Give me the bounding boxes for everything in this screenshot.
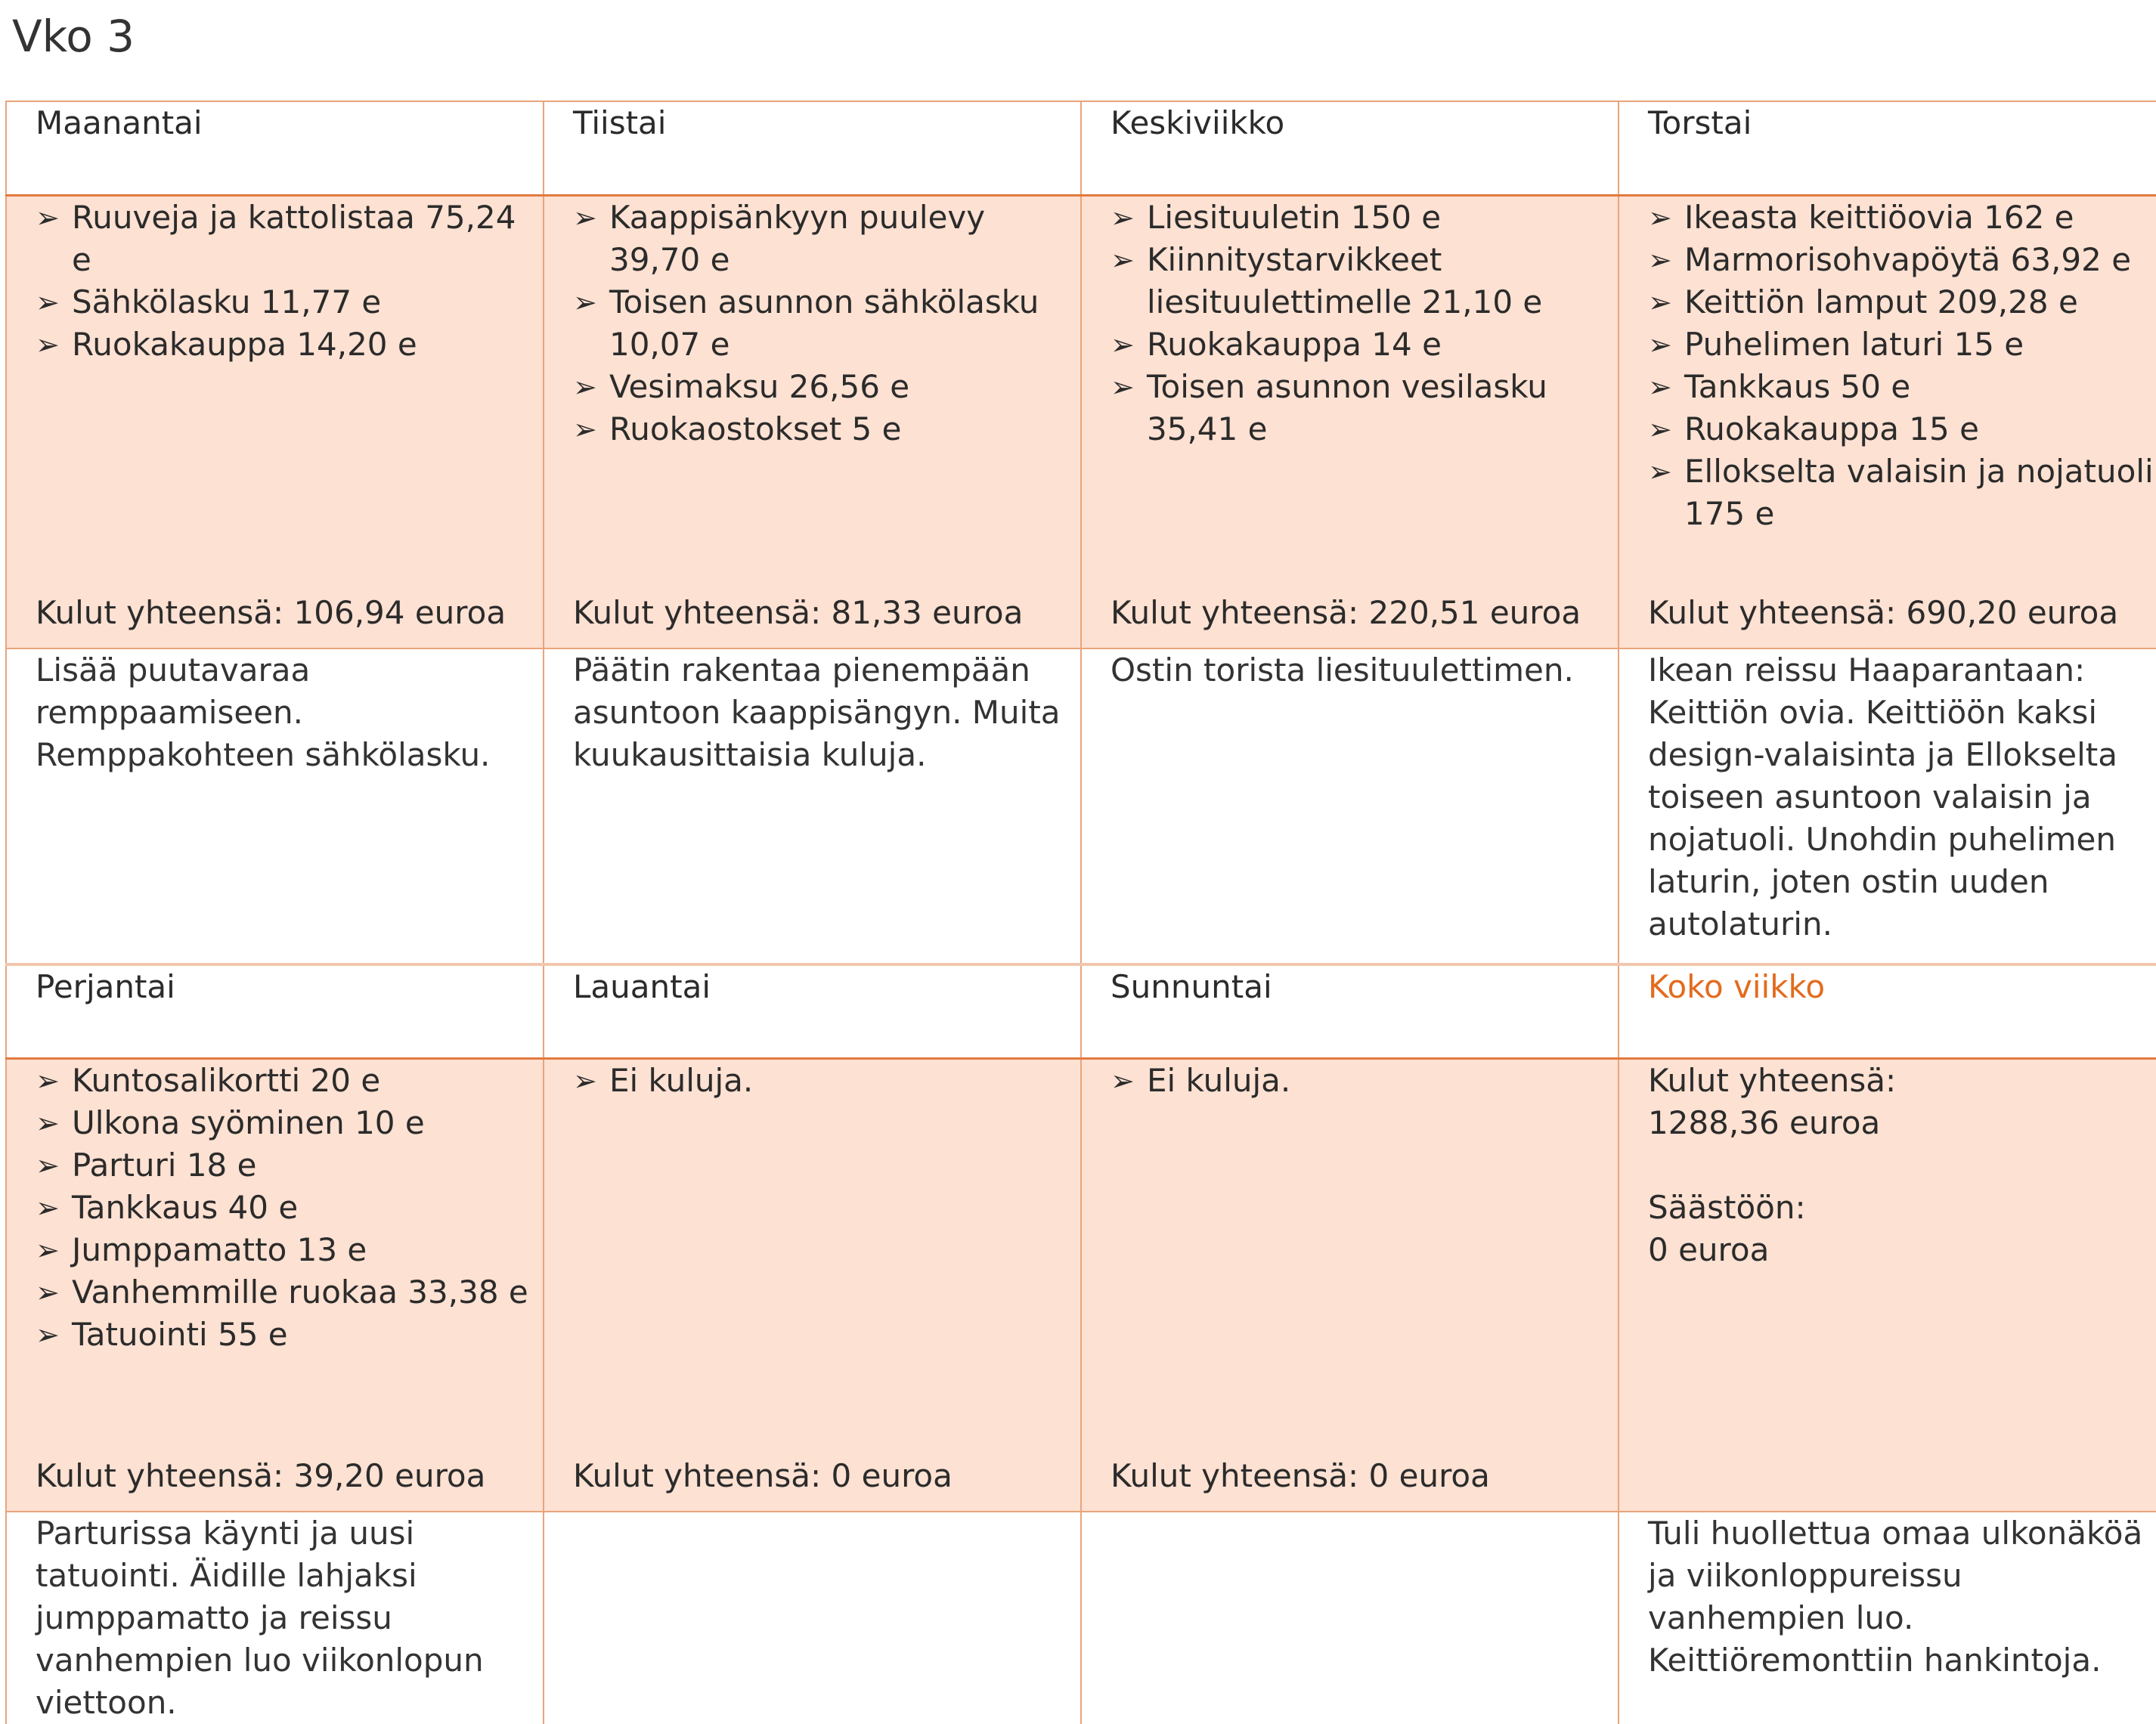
arrow-bullet-icon: ➢ <box>1111 1063 1135 1097</box>
expense-item <box>36 1229 543 1271</box>
day-total: Kulut yhteensä: 0 euroa <box>573 1457 953 1494</box>
expense-item <box>1111 366 1618 450</box>
expense-cell <box>1619 195 2156 648</box>
expense-item <box>573 197 1080 281</box>
expense-item-label: Sähkölasku 11,77 e <box>72 283 382 320</box>
expense-item <box>1111 1060 1618 1102</box>
expense-item <box>573 408 1080 450</box>
expense-list <box>36 197 543 366</box>
expense-item-label: Marmorisohvapöytä 63,92 e <box>1684 240 2132 278</box>
expense-item <box>36 1144 543 1187</box>
arrow-bullet-icon: ➢ <box>36 1275 60 1309</box>
arrow-bullet-icon: ➢ <box>36 200 60 234</box>
expense-item <box>1648 239 2156 281</box>
arrow-bullet-icon: ➢ <box>1111 370 1135 404</box>
week-total-label: Kulut yhteensä: <box>1648 1061 1897 1099</box>
expense-item-label: Ruokakauppa 14,20 e <box>72 325 417 363</box>
expense-item-label: Ikeasta keittiöovia 162 e <box>1684 198 2074 236</box>
day-header-row <box>6 964 2156 1058</box>
arrow-bullet-icon: ➢ <box>1111 243 1135 277</box>
expense-item-label: Parturi 18 e <box>72 1146 257 1184</box>
arrow-bullet-icon: ➢ <box>1648 200 1672 234</box>
day-total: Kulut yhteensä: 81,33 euroa <box>573 594 1024 631</box>
expense-item <box>1111 323 1618 366</box>
expense-item-label: Tankkaus 40 e <box>72 1188 299 1226</box>
expense-item-label: Kaappisänkyyn puulevy 39,70 e <box>609 198 986 278</box>
expense-row <box>6 195 2156 648</box>
day-name: Lauantai <box>544 964 1081 1058</box>
expense-item-label: Ulkona syöminen 10 e <box>72 1103 425 1141</box>
arrow-bullet-icon: ➢ <box>1648 370 1672 404</box>
day-note: Päätin rakentaa pienempään asuntoon kaappisängyn. Muita kuukausittaisia kuluja. <box>544 648 1081 964</box>
arrow-bullet-icon: ➢ <box>1648 412 1672 446</box>
expense-list <box>1111 197 1618 450</box>
week-total-value: 1288,36 euroa <box>1648 1103 1881 1141</box>
day-note <box>1081 1512 1619 1724</box>
arrow-bullet-icon: ➢ <box>573 412 597 446</box>
expense-item <box>1648 408 2156 450</box>
day-name: Perjantai <box>6 964 544 1058</box>
expense-item-label: Keittiön lamput 209,28 e <box>1684 283 2078 320</box>
day-note <box>544 1512 1081 1724</box>
expense-item <box>573 1060 1080 1102</box>
savings-label: Säästöön: <box>1648 1188 1806 1226</box>
expense-item <box>36 281 543 323</box>
arrow-bullet-icon: ➢ <box>36 327 60 361</box>
arrow-bullet-icon: ➢ <box>1111 200 1135 234</box>
expense-cell <box>544 1058 1081 1512</box>
expense-item <box>36 197 543 281</box>
day-note: Parturissa käynti ja uusi tatuointi. Äidille lahjaksi jumppamatto ja reissu vanhempien luo viikonlopun viettoon. <box>6 1512 544 1724</box>
expense-item-label: Puhelimen laturi 15 e <box>1684 325 2024 363</box>
week-summary-cell <box>1619 1058 2156 1512</box>
week-summary-note: Tuli huollettua omaa ulkonäköä ja viikonloppureissu vanhempien luo. Keittiöremonttiin hankintoja. <box>1619 1512 2156 1724</box>
arrow-bullet-icon: ➢ <box>1648 243 1672 277</box>
expense-item <box>36 1187 543 1229</box>
expense-item <box>36 323 543 366</box>
day-name: Tiistai <box>544 101 1081 195</box>
day-note: Lisää puutavaraa remppaamiseen. Remppakohteen sähkölasku. <box>6 648 544 964</box>
expense-item <box>1648 323 2156 366</box>
note-row <box>6 648 2156 964</box>
arrow-bullet-icon: ➢ <box>1111 327 1135 361</box>
page-title: Vko 3 <box>12 11 135 62</box>
arrow-bullet-icon: ➢ <box>1648 454 1672 488</box>
expense-item-label: Ei kuluja. <box>1147 1061 1291 1099</box>
expense-item <box>1648 450 2156 535</box>
expense-item <box>1648 197 2156 239</box>
expense-item-label: Ruokakauppa 15 e <box>1684 410 1979 447</box>
day-total: Kulut yhteensä: 0 euroa <box>1111 1457 1490 1494</box>
arrow-bullet-icon: ➢ <box>573 370 597 404</box>
day-total: Kulut yhteensä: 690,20 euroa <box>1648 594 2119 631</box>
arrow-bullet-icon: ➢ <box>573 285 597 319</box>
expense-item-label: Kiinnitystarvikkeet liesituulettimelle 21,10 e <box>1147 240 1543 320</box>
arrow-bullet-icon: ➢ <box>36 1233 60 1267</box>
expense-item <box>36 1060 543 1102</box>
arrow-bullet-icon: ➢ <box>573 1063 597 1097</box>
expense-cell <box>1081 195 1619 648</box>
expense-item-label: Ei kuluja. <box>609 1061 754 1099</box>
expense-cell <box>6 1058 544 1512</box>
arrow-bullet-icon: ➢ <box>36 1063 60 1097</box>
expense-item-label: Toisen asunnon vesilasku 35,41 e <box>1147 367 1547 447</box>
arrow-bullet-icon: ➢ <box>1648 327 1672 361</box>
day-total: Kulut yhteensä: 106,94 euroa <box>36 594 506 631</box>
expense-item-label: Jumppamatto 13 e <box>72 1230 367 1268</box>
expense-item <box>36 1314 543 1356</box>
arrow-bullet-icon: ➢ <box>1648 285 1672 319</box>
expense-item-label: Toisen asunnon sähkölasku 10,07 e <box>609 283 1039 363</box>
expense-list <box>573 197 1080 450</box>
day-name: Sunnuntai <box>1081 964 1619 1058</box>
expense-item <box>36 1102 543 1144</box>
day-header-row <box>6 101 2156 195</box>
expense-item-label: Ruokakauppa 14 e <box>1147 325 1442 363</box>
expense-item <box>1648 281 2156 323</box>
week-summary-title: Koko viikko <box>1619 964 2156 1058</box>
expense-cell <box>1081 1058 1619 1512</box>
day-note: Ostin torista liesituulettimen. <box>1081 648 1619 964</box>
expense-list <box>36 1060 543 1356</box>
spacer <box>1648 1144 2156 1187</box>
expense-cell <box>6 195 544 648</box>
arrow-bullet-icon: ➢ <box>36 285 60 319</box>
expense-item-label: Kuntosalikortti 20 e <box>72 1061 381 1099</box>
expense-list <box>1111 1060 1618 1102</box>
expense-item-label: Vesimaksu 26,56 e <box>609 367 910 405</box>
arrow-bullet-icon: ➢ <box>36 1106 60 1140</box>
day-total: Kulut yhteensä: 39,20 euroa <box>36 1457 486 1494</box>
arrow-bullet-icon: ➢ <box>36 1317 60 1351</box>
expense-item-label: Liesituuletin 150 e <box>1147 198 1442 236</box>
day-name: Torstai <box>1619 101 2156 195</box>
expense-item-label: Ruokaostokset 5 e <box>609 410 902 447</box>
day-name: Maanantai <box>6 101 544 195</box>
arrow-bullet-icon: ➢ <box>36 1190 60 1224</box>
day-total: Kulut yhteensä: 220,51 euroa <box>1111 594 1581 631</box>
expense-list <box>1648 197 2156 535</box>
arrow-bullet-icon: ➢ <box>36 1148 60 1182</box>
day-name: Keskiviikko <box>1081 101 1619 195</box>
weekly-expense-table <box>5 101 2156 1724</box>
expense-item <box>573 281 1080 366</box>
expense-row <box>6 1058 2156 1512</box>
expense-list <box>573 1060 1080 1102</box>
expense-item-label: Tankkaus 50 e <box>1684 367 1911 405</box>
arrow-bullet-icon: ➢ <box>573 200 597 234</box>
expense-item <box>1111 239 1618 323</box>
expense-item <box>1111 197 1618 239</box>
expense-item-label: Ellokselta valaisin ja nojatuoli 175 e <box>1684 452 2154 532</box>
expense-item-label: Tatuointi 55 e <box>72 1315 288 1353</box>
note-row <box>6 1512 2156 1724</box>
savings-value: 0 euroa <box>1648 1230 1770 1268</box>
expense-cell <box>544 195 1081 648</box>
expense-item <box>36 1271 543 1314</box>
expense-item <box>573 366 1080 408</box>
day-note: Ikean reissu Haaparantaan: Keittiön ovia. Keittiöön kaksi design-valaisinta ja Ellokselta toiseen asuntoon valaisin ja nojatuoli. Unohdin puhelimen laturin, joten ostin uuden autolaturin. <box>1619 648 2156 964</box>
expense-item-label: Vanhemmille ruokaa 33,38 e <box>72 1273 528 1311</box>
expense-item-label: Ruuveja ja kattolistaa 75,24 e <box>72 198 516 278</box>
expense-item <box>1648 366 2156 408</box>
